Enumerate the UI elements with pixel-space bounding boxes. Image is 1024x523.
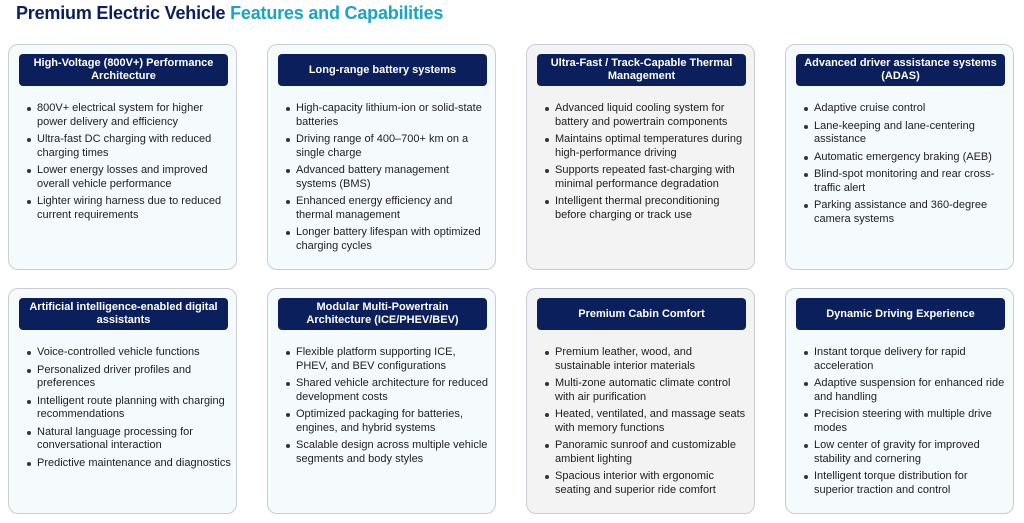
card-heading: Modular Multi-Powertrain Architecture (ICE/PHEV/BEV) [278, 298, 487, 330]
card-heading: Advanced driver assistance systems (ADAS) [796, 54, 1005, 86]
title-part-accent: Features and Capabilities [230, 3, 444, 23]
list-item: Supports repeated fast-charging with minimal performance degradation [543, 164, 749, 191]
card-feature-list [543, 102, 749, 226]
page-title [16, 3, 443, 24]
card-feature-list [25, 102, 231, 226]
card-feature-list [802, 102, 1008, 230]
list-item: Personalized driver profiles and preferences [25, 364, 231, 391]
list-item: Panoramic sunroof and customizable ambient lighting [543, 439, 749, 466]
card-thermal-management [526, 44, 755, 270]
card-heading: Premium Cabin Comfort [537, 298, 746, 330]
card-heading: Dynamic Driving Experience [796, 298, 1005, 330]
list-item: Instant torque delivery for rapid acceleration [802, 346, 1008, 373]
list-item: High-capacity lithium-ion or solid-state batteries [284, 102, 490, 129]
card-feature-list [25, 346, 231, 474]
list-item: Maintains optimal temperatures during high-performance driving [543, 133, 749, 160]
list-item: Lower energy losses and improved overall vehicle performance [25, 164, 231, 191]
card-long-range-battery [267, 44, 496, 270]
title-part-primary: Premium Electric Vehicle [16, 3, 231, 23]
card-feature-list [284, 346, 490, 470]
list-item: Scalable design across multiple vehicle segments and body styles [284, 439, 490, 466]
list-item: Adaptive suspension for enhanced ride and handling [802, 377, 1008, 404]
list-item: Automatic emergency braking (AEB) [802, 151, 1008, 165]
card-feature-list [802, 346, 1008, 501]
card-dynamic-driving [785, 288, 1014, 514]
list-item: Enhanced energy efficiency and thermal management [284, 195, 490, 222]
card-ai-digital-assistants [8, 288, 237, 514]
list-item: Natural language processing for conversational interaction [25, 426, 231, 453]
list-item: Intelligent route planning with charging recommendations [25, 395, 231, 422]
card-heading: Artificial intelligence-enabled digital assistants [19, 298, 228, 330]
list-item: Driving range of 400–700+ km on a single charge [284, 133, 490, 160]
list-item: Predictive maintenance and diagnostics [25, 457, 231, 471]
card-heading: Ultra-Fast / Track-Capable Thermal Management [537, 54, 746, 86]
list-item: Premium leather, wood, and sustainable interior materials [543, 346, 749, 373]
list-item: Heated, ventilated, and massage seats with memory functions [543, 408, 749, 435]
list-item: Ultra-fast DC charging with reduced charging times [25, 133, 231, 160]
list-item: Optimized packaging for batteries, engines, and hybrid systems [284, 408, 490, 435]
list-item: Intelligent thermal preconditioning before charging or track use [543, 195, 749, 222]
list-item: Shared vehicle architecture for reduced development costs [284, 377, 490, 404]
list-item: Multi-zone automatic climate control with air purification [543, 377, 749, 404]
card-heading: High-Voltage (800V+) Performance Architecture [19, 54, 228, 86]
list-item: Lane-keeping and lane-centering assistance [802, 120, 1008, 147]
list-item: Longer battery lifespan with optimized charging cycles [284, 226, 490, 253]
list-item: Parking assistance and 360-degree camera systems [802, 199, 1008, 226]
list-item: Precision steering with multiple drive modes [802, 408, 1008, 435]
card-adas [785, 44, 1014, 270]
card-feature-list [543, 346, 749, 501]
list-item: Blind-spot monitoring and rear cross-traffic alert [802, 168, 1008, 195]
card-high-voltage-architecture [8, 44, 237, 270]
card-feature-list [284, 102, 490, 257]
card-modular-powertrain [267, 288, 496, 514]
feature-grid [8, 44, 1016, 516]
list-item: Advanced battery management systems (BMS) [284, 164, 490, 191]
list-item: Flexible platform supporting ICE, PHEV, and BEV configurations [284, 346, 490, 373]
list-item: Intelligent torque distribution for superior traction and control [802, 470, 1008, 497]
list-item: Adaptive cruise control [802, 102, 1008, 116]
list-item: Spacious interior with ergonomic seating and superior ride comfort [543, 470, 749, 497]
list-item: Voice-controlled vehicle functions [25, 346, 231, 360]
list-item: 800V+ electrical system for higher power delivery and efficiency [25, 102, 231, 129]
card-heading: Long-range battery systems [278, 54, 487, 86]
list-item: Advanced liquid cooling system for battery and powertrain components [543, 102, 749, 129]
list-item: Lighter wiring harness due to reduced current requirements [25, 195, 231, 222]
card-premium-cabin-comfort [526, 288, 755, 514]
list-item: Low center of gravity for improved stability and cornering [802, 439, 1008, 466]
